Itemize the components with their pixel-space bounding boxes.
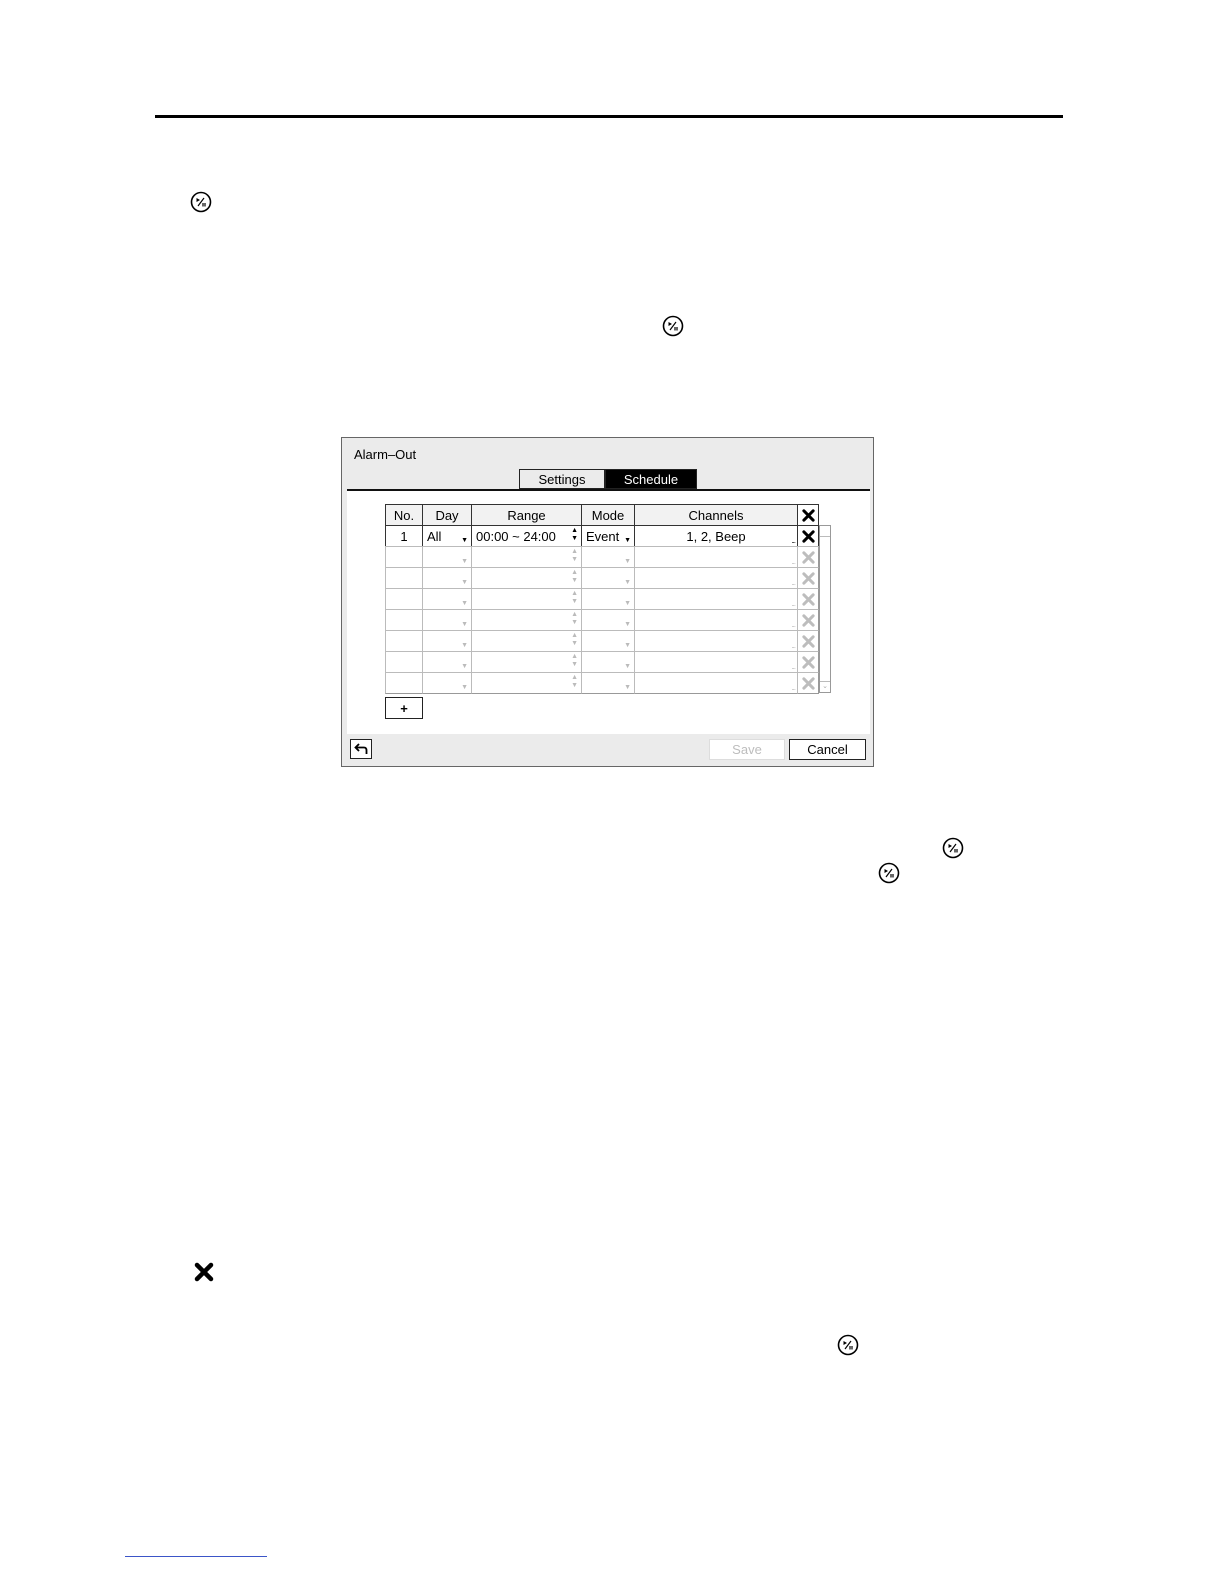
schedule-panel [347, 491, 870, 734]
alarm-out-dialog [341, 437, 874, 767]
channels-selector[interactable] [634, 588, 798, 610]
day-dropdown[interactable] [422, 609, 472, 631]
dropdown-arrow-icon: ▼ [624, 558, 631, 565]
row-number [385, 672, 423, 694]
dropdown-arrow-icon: ▼ [461, 558, 468, 565]
row-number [385, 567, 423, 589]
mode-dropdown[interactable] [581, 567, 635, 589]
dropdown-arrow-icon: ▼ [461, 600, 468, 607]
save-button[interactable]: Save [709, 739, 785, 760]
mode-dropdown[interactable] [581, 630, 635, 652]
dropdown-arrow-icon: ▼ [461, 684, 468, 691]
mode-dropdown[interactable] [581, 546, 635, 568]
tab-schedule[interactable]: Schedule [605, 469, 697, 489]
row-number [385, 651, 423, 673]
mode-dropdown[interactable] [581, 651, 635, 673]
row-number [385, 630, 423, 652]
range-spinner[interactable] [471, 588, 582, 610]
day-dropdown[interactable] [422, 546, 472, 568]
row-number [385, 525, 423, 547]
channels-selector[interactable] [634, 630, 798, 652]
dropdown-arrow-icon: ▼ [624, 621, 631, 628]
channels-selector[interactable] [634, 651, 798, 673]
delete-row-button[interactable] [797, 525, 819, 547]
channels-selector[interactable] [634, 609, 798, 631]
dropdown-arrow-icon: ▼ [461, 663, 468, 670]
row-number [385, 588, 423, 610]
spinner-arrows-icon: ▲ ▼ [571, 527, 578, 542]
scroll-up-arrow[interactable] [820, 526, 830, 537]
spinner-arrows-icon: ▲ ▼ [571, 674, 578, 689]
column-header-mode: Mode [581, 504, 635, 526]
add-schedule-button[interactable]: + [385, 697, 423, 719]
range-spinner[interactable] [471, 609, 582, 631]
channels-selector[interactable] [634, 546, 798, 568]
dialog-title: Alarm–Out [354, 447, 417, 462]
delete-row-button[interactable] [797, 672, 819, 694]
range-value: 00:00 ~ 24:00 [476, 528, 556, 544]
delete-row-button[interactable] [797, 609, 819, 631]
play-pause-icon [942, 837, 964, 859]
play-pause-icon [878, 862, 900, 884]
delete-row-button[interactable] [797, 651, 819, 673]
mode-dropdown[interactable] [581, 588, 635, 610]
day-dropdown[interactable] [422, 525, 472, 547]
table-scrollbar[interactable] [819, 525, 831, 693]
spinner-arrows-icon: ▲ ▼ [571, 590, 578, 605]
dropdown-arrow-icon: ▼ [624, 600, 631, 607]
back-button[interactable] [350, 739, 372, 759]
row-number-text: 1 [400, 528, 408, 544]
dropdown-arrow-icon: ▼ [624, 579, 631, 586]
range-spinner[interactable] [471, 630, 582, 652]
channels-value: 1, 2, Beep [686, 528, 746, 544]
dropdown-arrow-icon: ▼ [461, 642, 468, 649]
dropdown-arrow-icon: ▼ [624, 684, 631, 691]
range-spinner[interactable] [471, 651, 582, 673]
row-number [385, 609, 423, 631]
play-pause-icon [662, 315, 684, 337]
range-spinner[interactable] [471, 672, 582, 694]
x-delete-icon [194, 1262, 214, 1282]
dropdown-arrow-icon: ▼ [624, 642, 631, 649]
column-header-day: Day [422, 504, 472, 526]
spinner-arrows-icon: ▲ ▼ [571, 569, 578, 584]
day-dropdown[interactable] [422, 630, 472, 652]
cancel-button[interactable]: Cancel [789, 739, 866, 760]
dropdown-arrow-icon: ▼ [461, 621, 468, 628]
day-dropdown[interactable] [422, 672, 472, 694]
ellipsis-icon: ... [791, 557, 795, 566]
ellipsis-icon: ... [791, 578, 795, 587]
mode-dropdown[interactable] [581, 672, 635, 694]
ellipsis-icon: ... [791, 683, 795, 692]
spinner-arrows-icon: ▲ ▼ [571, 611, 578, 626]
range-spinner[interactable] [471, 567, 582, 589]
ellipsis-icon: ... [791, 620, 795, 629]
column-header-channels: Channels [634, 504, 798, 526]
spinner-arrows-icon: ▲ ▼ [571, 653, 578, 668]
tab-bar [519, 469, 697, 489]
back-arrow-icon [354, 743, 368, 755]
mode-dropdown[interactable] [581, 609, 635, 631]
dropdown-arrow-icon: ▼ [461, 537, 468, 544]
play-pause-icon [837, 1334, 859, 1356]
day-dropdown[interactable] [422, 651, 472, 673]
dropdown-arrow-icon: ▼ [624, 537, 631, 544]
page-header-rule [155, 115, 1063, 118]
day-value: All [427, 528, 442, 544]
scroll-down-arrow[interactable]: ⌄ [820, 681, 830, 692]
column-header-no: No. [385, 504, 423, 526]
spinner-arrows-icon: ▲ ▼ [571, 548, 578, 563]
ellipsis-icon: ... [791, 536, 795, 545]
delete-row-button[interactable] [797, 567, 819, 589]
delete-row-button[interactable] [797, 546, 819, 568]
dropdown-arrow-icon: ▼ [624, 663, 631, 670]
row-number [385, 546, 423, 568]
range-spinner[interactable] [471, 546, 582, 568]
channels-selector[interactable] [634, 672, 798, 694]
dropdown-arrow-icon: ▼ [461, 579, 468, 586]
ellipsis-icon: ... [791, 662, 795, 671]
channels-selector[interactable] [634, 525, 798, 547]
ellipsis-icon: ... [791, 641, 795, 650]
mode-dropdown[interactable] [581, 525, 635, 547]
column-header-range: Range [471, 504, 582, 526]
tab-settings[interactable]: Settings [519, 469, 605, 489]
delete-all-icon[interactable] [797, 504, 819, 526]
range-spinner[interactable] [471, 525, 582, 547]
spinner-arrows-icon: ▲ ▼ [571, 632, 578, 647]
channels-selector[interactable] [634, 567, 798, 589]
delete-row-button[interactable] [797, 588, 819, 610]
footer-link-underline [125, 1556, 267, 1557]
day-dropdown[interactable] [422, 588, 472, 610]
delete-row-button[interactable] [797, 630, 819, 652]
play-pause-icon [190, 191, 212, 213]
ellipsis-icon: ... [791, 599, 795, 608]
mode-value: Event [586, 528, 620, 544]
day-dropdown[interactable] [422, 567, 472, 589]
